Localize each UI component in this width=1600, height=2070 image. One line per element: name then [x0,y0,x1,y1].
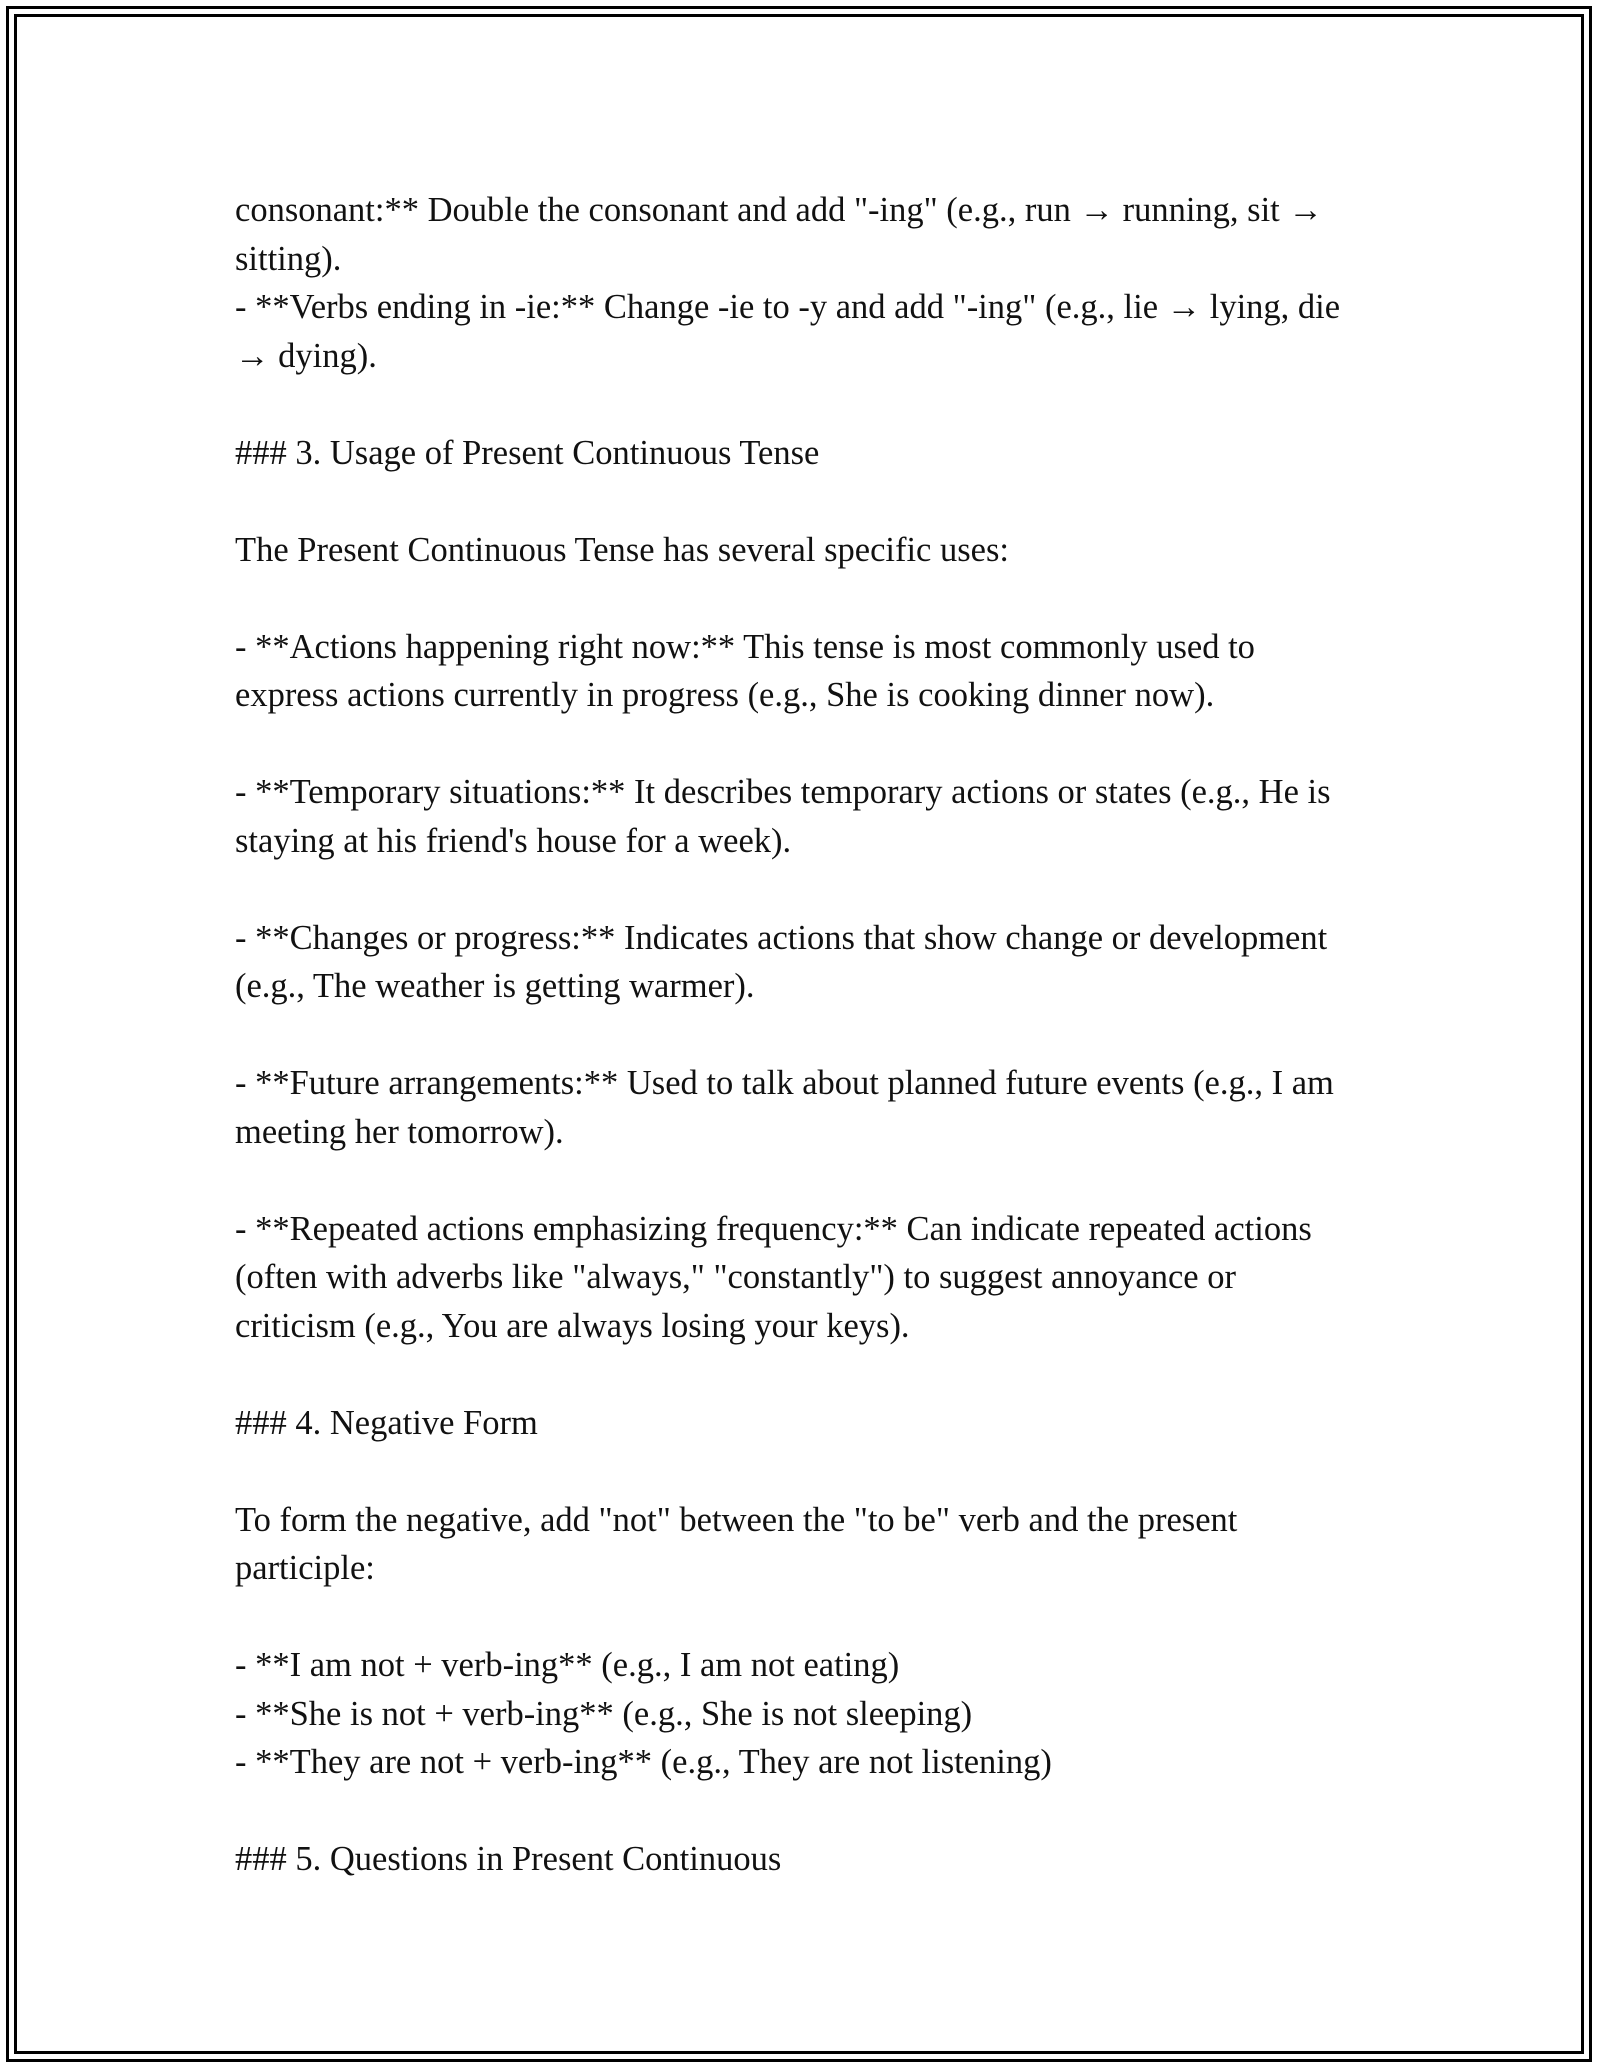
paragraph-doubling-rule: consonant:** Double the consonant and add "-ing" (e.g., run → running, sit → sitting). [235,191,1323,278]
heading-negative: ### 4. Negative Form [235,1403,538,1442]
document-body [235,186,1365,1884]
spacer [235,1011,1365,1060]
spacer [235,380,1365,429]
spacer [235,1593,1365,1642]
spacer [235,1447,1365,1496]
spacer [235,865,1365,914]
list-item-future: - **Future arrangements:** Used to talk about planned future events (e.g., I am meeting her tomorrow). [235,1064,1334,1151]
paragraph-usage-intro: The Present Continuous Tense has several specific uses: [235,530,1009,569]
paragraph-negative-intro: To form the negative, add "not" between the "to be" verb and the present participle: [235,1500,1238,1587]
list-item-changes: - **Changes or progress:** Indicates actions that show change or development (e.g., The weather is getting warmer). [235,918,1328,1005]
spacer [235,720,1365,769]
list-item-actions-now: - **Actions happening right now:** This tense is most commonly used to express actions currently in progress (e.g., She is cooking dinner now). [235,627,1255,714]
list-item-she-is-not: - **She is not + verb-ing** (e.g., She is not sleeping) [235,1694,973,1733]
spacer [235,1350,1365,1399]
list-item-i-am-not: - **I am not + verb-ing** (e.g., I am not eating) [235,1646,900,1684]
spacer [235,574,1365,623]
heading-questions: ### 5. Questions in Present Continuous [235,1840,782,1878]
list-item-repeated: - **Repeated actions emphasizing frequency:** Can indicate repeated actions (often with adverbs like "always," "constantly") to suggest annoyance or criticism (e.g., You are always losing your keys). [235,1209,1312,1345]
heading-usage: ### 3. Usage of Present Continuous Tense [235,433,820,472]
spacer [235,477,1365,526]
list-item-they-are-not: - **They are not + verb-ing** (e.g., They are not listening) [235,1743,1052,1781]
list-item-temporary: - **Temporary situations:** It describes temporary actions or states (e.g., He is staying at his friend's house for a week). [235,773,1331,860]
spacer [235,1156,1365,1205]
paragraph-ie-rule: - **Verbs ending in -ie:** Change -ie to -y and add "-ing" (e.g., lie → lying, die → dying). [235,288,1341,375]
spacer [235,1787,1365,1836]
